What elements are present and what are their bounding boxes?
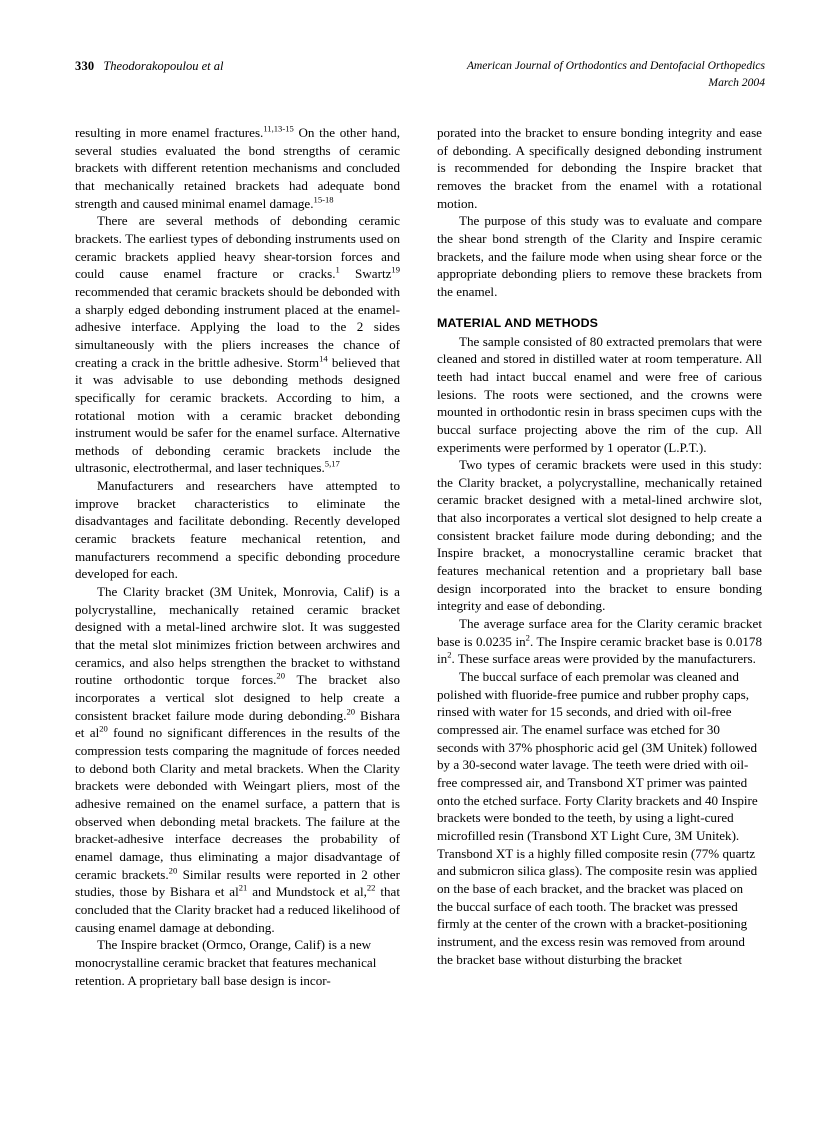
body-paragraph: resulting in more enamel fractures.$^{11,13-15}$ On the other hand, several studies evaluated the bond strengths of ceramic brackets with different retention mechanisms and concluded that mechanically retained brackets had adequate bond strength and caused minimal enamel damage.$^{15-18}$ — [75, 123, 400, 211]
citation-superscript: 20 — [276, 670, 286, 681]
running-head-right — [467, 58, 765, 91]
citation-superscript: 20 — [168, 865, 178, 876]
section-heading-material-and-methods: MATERIAL AND METHODS — [437, 315, 599, 330]
citation-superscript: 21 — [238, 882, 248, 893]
body-paragraph: Two types of ceramic brackets were used in this study: the Clarity bracket, a polycrystalline, mechanically retained ceramic bracket designed with a metal-lined archwire slot, that also incorporates a vertical slot designed to help create a consistent bracket failure mode during debonding; and the Inspire bracket, a monocrystalline ceramic bracket that features mechanical retention and a proprietary ball base design incorporated into the bracket to ensure bonding integrity and ease of debonding. — [437, 457, 762, 614]
citation-superscript: 11,13-15 — [263, 123, 294, 134]
citation-superscript: 20 — [346, 706, 356, 717]
page-number: 330 — [75, 59, 95, 73]
citation-superscript: 14 — [319, 353, 328, 364]
body-paragraph: There are several methods of debonding ceramic brackets. The earliest types of debonding instruments used on ceramic brackets applied heavy shear-torsion forces and could cause enamel fracture or cracks.$^1$ Swartz$^{19}$ recommended that ceramic brackets should be debonded with a sharply edged debonding instrument placed at the enamel-adhesive interface. Applying the load to the 2 sides simultaneously with the pliers increases the chance of creating a crack in the brittle adhesive. Storm$^{14}$ believed that it was advisable to use debonding methods designed specifically for ceramic brackets. According to him, a rotational motion with a ceramic bracket debonding instrument would be safer for the enamel surface. Alternative methods of debonding ceramic brackets include the ultrasonic, electrothermal, and laser techniques.$^{5,17}$ — [75, 213, 400, 476]
citation-superscript: 22 — [366, 882, 376, 893]
citation-superscript: 2 — [525, 632, 530, 643]
body-paragraph: The buccal surface of each premolar was cleaned and polished with fluoride-free pumice and rubber prophy caps, rinsed with water for 15 seconds, and dried with oil-free compressed air. The enamel surface was etched for 30 seconds with 37% phosphoric acid gel (3M Unitek) followed by a 30-second water lavage. The teeth were dried with oil-free compressed air, and Transbond XT primer was painted onto the etched surface. Forty Clarity brackets and 40 Inspire brackets were bonded to the teeth, by using a light-cured microfilled resin (Transbond XT Light Cure, 3M Unitek). Transbond XT is a highly filled composite resin (77% quartz and submicron silica glass). The composite resin was applied on the base of each bracket, and the bracket was placed on the buccal surface of each tooth. The bracket was pressed firmly at the center of the crown with a bracket-positioning instrument, and the excess resin was removed from around the bracket base without disturbing the bracket — [437, 669, 758, 967]
body-paragraph: The average surface area for the Clarity ceramic bracket base is 0.0235 $in^2$. The Inspire ceramic bracket base is 0.0178 $in^2$. These surface areas were provided by the manufacturers. — [437, 616, 763, 667]
running-head-authors: Theodorakopoulou et al — [103, 59, 224, 73]
journal-title: American Journal of Orthodontics and Dentofacial Orthopedics — [466, 59, 765, 72]
running-head — [75, 58, 765, 102]
citation-superscript: 5,17 — [324, 459, 340, 470]
body-paragraph: porated into the bracket to ensure bonding integrity and ease of debonding. A specifically designed debonding instrument is recommended for debonding the Inspire bracket that removes the bracket from the enamel with a rotational motion. — [437, 125, 762, 211]
body-paragraph: Manufacturers and researchers have attempted to improve bracket characteristics to eliminate the disadvantages and facilitate debonding. Recently developed ceramic brackets feature mechanical retention, and manufacturers recommend a specific debonding procedure developed for each. — [75, 478, 400, 582]
body-paragraph: The sample consisted of 80 extracted premolars that were cleaned and stored in distilled water at room temperature. All teeth had intact buccal enamel and were free of carious lesions. The roots were sectioned, and the crowns were mounted in orthodontic resin in brass specimen cups with the buccal surface projecting above the rim of the cup. All experiments were performed by 1 operator (L.P.T.). — [437, 333, 762, 455]
citation-superscript: 2 — [447, 650, 452, 661]
body-paragraph: The purpose of this study was to evaluate and compare the shear bond strength of the Clarity and Inspire ceramic brackets, and the failure mode when using shear force or the appropriate debonding pliers to remove these brackets from the enamel. — [437, 213, 762, 299]
column-right — [437, 124, 762, 968]
citation-superscript: 19 — [391, 264, 400, 275]
citation-superscript: 20 — [99, 723, 108, 734]
citation-superscript: 1 — [335, 264, 340, 275]
issue-date: March 2004 — [708, 75, 765, 89]
body-paragraph: The Inspire bracket (Ormco, Orange, Calif) is a new monocrystalline ceramic bracket that features mechanical retention. A proprietary ball base design is incor- — [75, 937, 377, 988]
running-head-left — [75, 58, 224, 74]
body-paragraph: The Clarity bracket (3M Unitek, Monrovia, Calif) is a polycrystalline, mechanically retained ceramic bracket designed with a metal-lined archwire slot. It was suggested that the metal slot minimizes friction between archwires and ceramics, and also helps strengthen the bracket to withstand routine orthodontic torque forces.$^{20}$ The bracket also incorporates a vertical slot designed to help create a consistent bracket failure mode during debonding.$^{20}$ Bishara et $al^{20}$ found no significant differences in the results of the compression tests comparing the magnitude of forces needed to debond both Clarity and metal brackets. When the Clarity brackets were debonded with Weingart pliers, most of the adhesive remained on the enamel surface, a pattern that is observed when debonding metal brackets. The failure at the bracket-adhesive interface decreases the probability of enamel damage, thus eliminating a major disadvantage of ceramic brackets.$^{20}$ Similar results were reported in 2 other studies, those by Bishara et $al^{21}$ and Mundstock et al,$^{22}$ that concluded that the Clarity bracket had a reduced likelihood of causing enamel damage at debonding. — [75, 584, 400, 935]
column-left — [75, 124, 400, 989]
citation-superscript: 15-18 — [313, 194, 334, 205]
